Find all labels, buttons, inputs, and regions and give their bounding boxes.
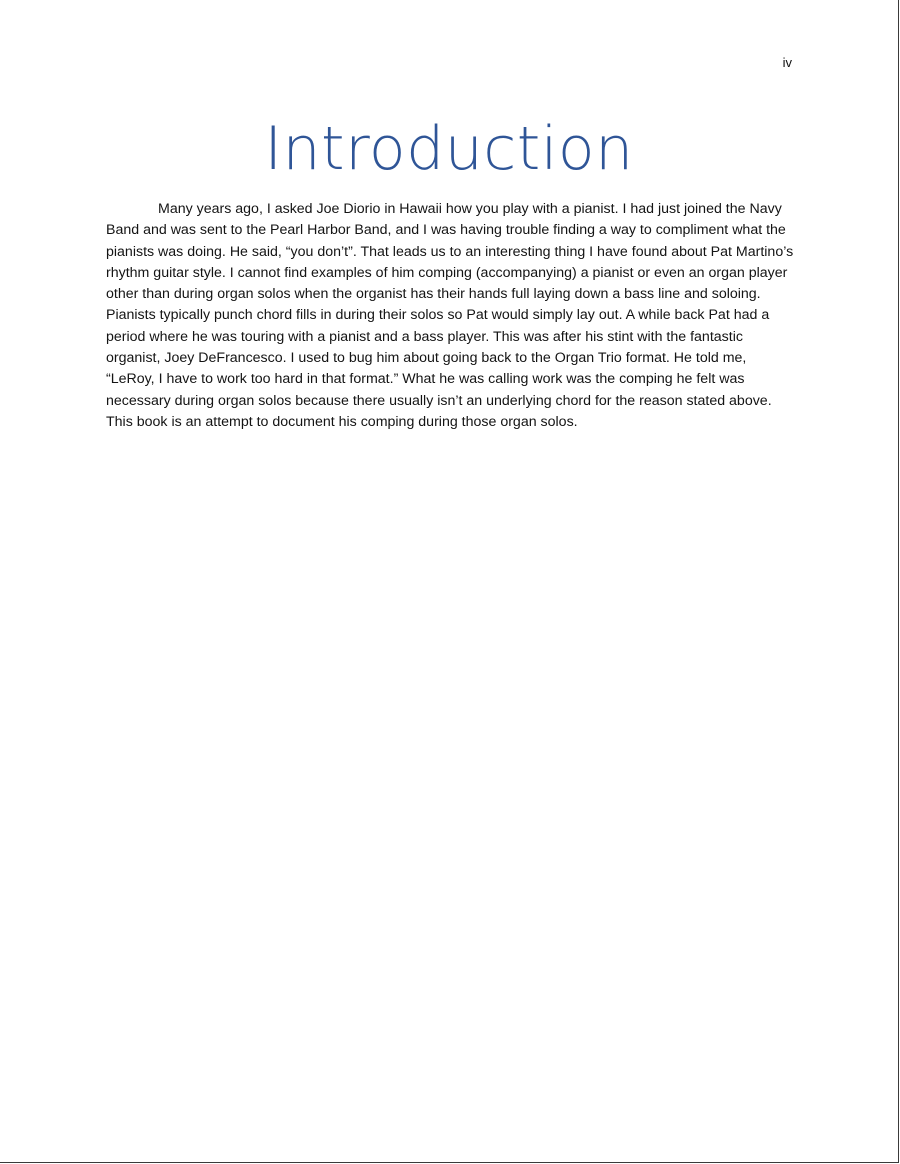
introduction-paragraph: Many years ago, I asked Joe Diorio in Hawaii how you play with a pianist. I had just joined the Navy Band and was sent to the Pearl Harbor Band, and I was having trouble finding a way to compliment what the pianists was doing. He said, “you don’t”. That leads us to an interesting thing I have found about Pat Martino’s rhythm guitar style. I cannot find examples of him comping (accompanying) a pianist or even an organ player other than during organ solos when the organist has their hands full laying down a bass line and soloing. Pianists typically punch chord fills in during their solos so Pat would simply lay out. A while back Pat had a period where he was touring with a pianist and a bass player. This was after his stint with the fantastic organist, Joey DeFrancesco. I used to bug him about going back to the Organ Trio format. He told me, “LeRoy, I have to work too hard in that format.” What he was calling work was the comping he felt was necessary during organ solos because there usually isn’t an underlying chord for the reason stated above. This book is an attempt to document his comping during those organ solos. xyxy=(106,201,794,430)
page-number: iv xyxy=(782,55,792,70)
page-title: Introduction xyxy=(264,114,634,184)
